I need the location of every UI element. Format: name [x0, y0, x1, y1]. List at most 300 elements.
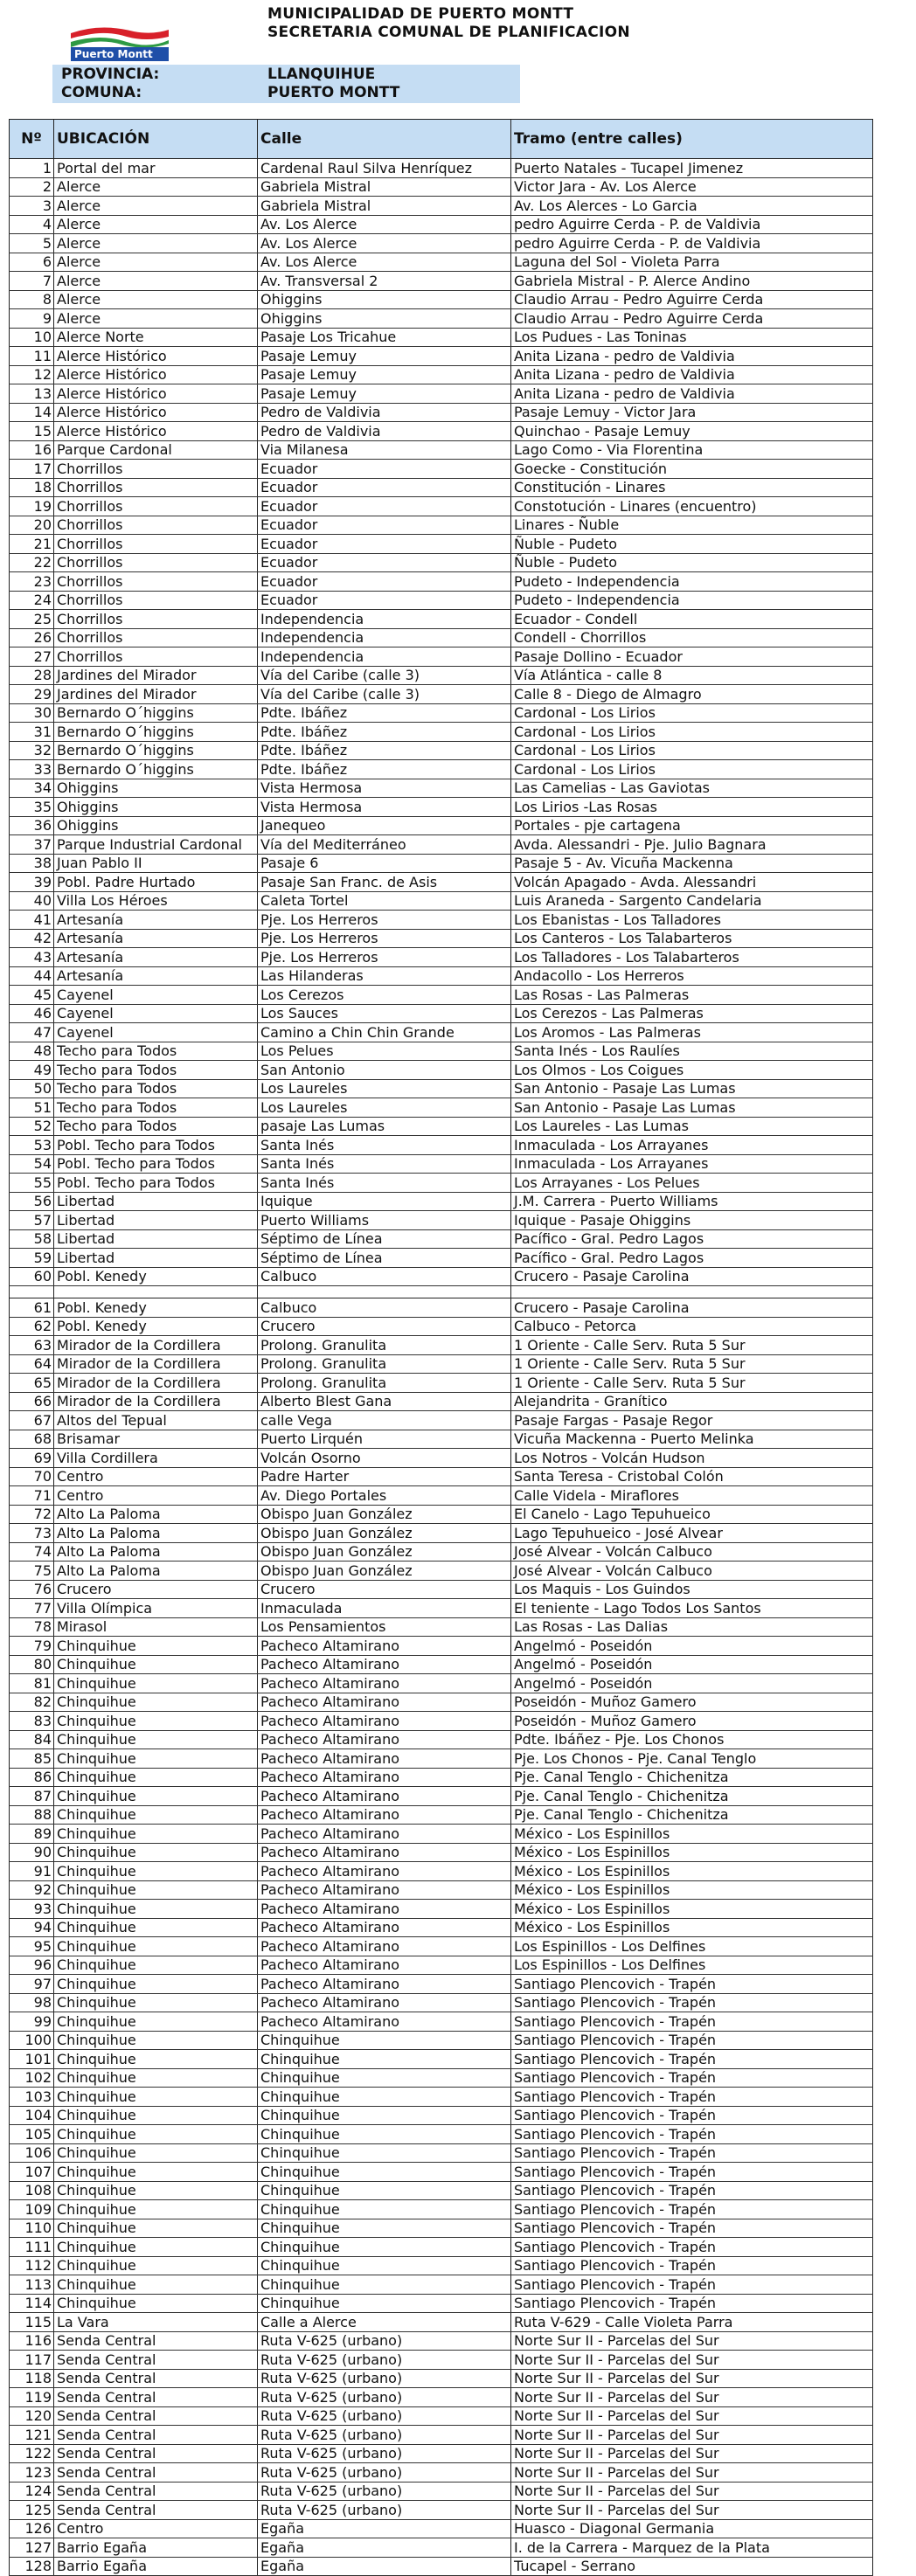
cell-ubicacion: Chorrillos [54, 591, 258, 610]
cell-ubicacion: Villa Olímpica [54, 1599, 258, 1618]
cell-calle: Vía del Mediterráneo [258, 835, 511, 855]
cell-calle: Gabriela Mistral [258, 177, 511, 197]
table-row [10, 1918, 873, 1937]
cell-ubicacion: Jardines del Mirador [54, 685, 258, 704]
cell-ubicacion: Senda Central [54, 2482, 258, 2501]
table-row [10, 741, 873, 760]
cell-ubicacion: Mirador de la Cordillera [54, 1336, 258, 1355]
cell-ubicacion: Pobl. Kenedy [54, 1267, 258, 1286]
table-row [10, 478, 873, 497]
cell-ubicacion: Alerce Histórico [54, 384, 258, 404]
table-row [10, 1617, 873, 1637]
cell-tramo: Norte Sur II - Parcelas del Sur [511, 2501, 873, 2520]
table-row [10, 986, 873, 1005]
cell-tramo: Santiago Plencovich - Trapén [511, 2106, 873, 2125]
cell-tramo: Inmaculada - Los Arrayanes [511, 1154, 873, 1174]
cell-ubicacion [54, 1286, 258, 1298]
cell-calle: Pacheco Altamirano [258, 1993, 511, 2012]
cell-tramo: Norte Sur II - Parcelas del Sur [511, 2482, 873, 2501]
cell-tramo: Los Aromos - Las Palmeras [511, 1023, 873, 1042]
cell-ubicacion: Chinquihue [54, 1693, 258, 1712]
table-row [10, 1061, 873, 1080]
cell-calle: Pje. Los Herreros [258, 929, 511, 948]
cell-calle: Séptimo de Línea [258, 1229, 511, 1249]
table-row [10, 1975, 873, 1994]
cell-tramo: Pudeto - Independencia [511, 572, 873, 592]
cell-tramo: Pudeto - Independencia [511, 591, 873, 610]
cell-number: 4 [10, 215, 54, 234]
cell-tramo: Tucapel - Serrano [511, 2557, 873, 2576]
cell-calle: Pacheco Altamirano [258, 1956, 511, 1975]
cell-tramo: Los Cerezos - Las Palmeras [511, 1004, 873, 1023]
cell-number: 79 [10, 1637, 54, 1656]
provincia-label: PROVINCIA: [61, 66, 160, 83]
cell-ubicacion: Crucero [54, 1580, 258, 1599]
cell-number: 58 [10, 1229, 54, 1249]
table-row [10, 2163, 873, 2182]
cell-tramo: 1 Oriente - Calle Serv. Ruta 5 Sur [511, 1374, 873, 1393]
cell-ubicacion: Villa Los Héroes [54, 891, 258, 911]
cell-number: 41 [10, 911, 54, 930]
cell-ubicacion: Parque Cardonal [54, 440, 258, 460]
cell-ubicacion: Chorrillos [54, 535, 258, 554]
cell-calle: Los Sauces [258, 1004, 511, 1023]
cell-number: 95 [10, 1937, 54, 1956]
cell-ubicacion: Techo para Todos [54, 1098, 258, 1118]
table-row [10, 1880, 873, 1900]
cell-calle: Crucero [258, 1580, 511, 1599]
cell-number: 114 [10, 2294, 54, 2313]
cell-tramo: Los Pudues - Las Toninas [511, 328, 873, 347]
cell-number: 51 [10, 1098, 54, 1118]
cell-calle: Av. Diego Portales [258, 1486, 511, 1506]
cell-number: 10 [10, 328, 54, 347]
location-info-box [52, 65, 520, 103]
cell-number: 22 [10, 553, 54, 572]
cell-calle: Vía del Caribe (calle 3) [258, 666, 511, 685]
cell-ubicacion: Senda Central [54, 2501, 258, 2520]
comuna-value: PUERTO MONTT [267, 84, 400, 101]
cell-ubicacion: Chinquihue [54, 1674, 258, 1693]
cell-number: 117 [10, 2351, 54, 2370]
cell-calle: Vista Hermosa [258, 798, 511, 817]
cell-tramo: Norte Sur II - Parcelas del Sur [511, 2331, 873, 2351]
table-row [10, 1467, 873, 1486]
cell-tramo: Puerto Natales - Tucapel Jimenez [511, 159, 873, 178]
table-row [10, 1430, 873, 1449]
cell-number: 61 [10, 1298, 54, 1318]
cell-tramo: Santiago Plencovich - Trapén [511, 2163, 873, 2182]
cell-number: 105 [10, 2125, 54, 2144]
document-header [267, 5, 630, 42]
cell-number: 25 [10, 610, 54, 629]
cell-ubicacion: La Vara [54, 2313, 258, 2332]
table-row [10, 290, 873, 309]
cell-calle: Ecuador [258, 553, 511, 572]
cell-tramo: Calle 8 - Diego de Almagro [511, 685, 873, 704]
table-row [10, 2219, 873, 2238]
cell-calle: pasaje Las Lumas [258, 1117, 511, 1136]
cell-calle: Prolong. Granulita [258, 1354, 511, 1374]
cell-ubicacion: Senda Central [54, 2444, 258, 2463]
cell-number: 9 [10, 309, 54, 329]
cell-tramo: Pje. Canal Tenglo - Chichenitza [511, 1768, 873, 1787]
cell-tramo: Anita Lizana - pedro de Valdivia [511, 347, 873, 366]
table-row [10, 1674, 873, 1693]
cell-number: 24 [10, 591, 54, 610]
cell-number: 86 [10, 1768, 54, 1787]
cell-ubicacion: Chinquihue [54, 2143, 258, 2163]
cell-calle: Ruta V-625 (urbano) [258, 2426, 511, 2445]
cell-calle: Santa Inés [258, 1154, 511, 1174]
cell-tramo: pedro Aguirre Cerda - P. de Valdivia [511, 234, 873, 253]
cell-calle: Pacheco Altamirano [258, 1787, 511, 1806]
cell-number: 36 [10, 816, 54, 835]
cell-number: 47 [10, 1023, 54, 1042]
cell-calle: Ruta V-625 (urbano) [258, 2331, 511, 2351]
table-row [10, 1599, 873, 1618]
cell-tramo: Angelmó - Poseidón [511, 1637, 873, 1656]
cell-tramo: Pje. Canal Tenglo - Chichenitza [511, 1787, 873, 1806]
cell-ubicacion: Alerce Histórico [54, 365, 258, 384]
cell-calle: Pasaje Lemuy [258, 384, 511, 404]
cell-ubicacion: Alto La Paloma [54, 1524, 258, 1543]
cell-ubicacion: Bernardo O´higgins [54, 760, 258, 779]
cell-number: 103 [10, 2088, 54, 2107]
table-row [10, 966, 873, 986]
cell-calle: Chinquihue [258, 2106, 511, 2125]
cell-tramo: Iquique - Pasaje Ohiggins [511, 1211, 873, 1230]
cell-tramo: Norte Sur II - Parcelas del Sur [511, 2406, 873, 2426]
cell-number: 64 [10, 1354, 54, 1374]
cell-tramo: El Canelo - Lago Tepuhueico [511, 1505, 873, 1524]
cell-number: 74 [10, 1542, 54, 1562]
table-row [10, 2050, 873, 2069]
cell-tramo: México - Los Espinillos [511, 1843, 873, 1862]
cell-calle: Iquique [258, 1192, 511, 1211]
table-row [10, 873, 873, 892]
table-row [10, 2501, 873, 2520]
cell-ubicacion: Chinquihue [54, 1805, 258, 1825]
table-row [10, 1354, 873, 1374]
cell-calle: Pacheco Altamirano [258, 1805, 511, 1825]
table-row [10, 2012, 873, 2032]
cell-calle: Pacheco Altamirano [258, 1768, 511, 1787]
cell-tramo: Santiago Plencovich - Trapén [511, 2088, 873, 2107]
cell-calle: Chinquihue [258, 2031, 511, 2050]
table-row [10, 1637, 873, 1656]
table-row [10, 1580, 873, 1599]
cell-number: 70 [10, 1467, 54, 1486]
cell-number: 65 [10, 1374, 54, 1393]
table-row [10, 1524, 873, 1543]
cell-ubicacion: Centro [54, 1467, 258, 1486]
cell-ubicacion: Alerce [54, 272, 258, 291]
provincia-value: LLANQUIHUE [267, 66, 376, 83]
cell-ubicacion: Villa Cordillera [54, 1449, 258, 1468]
cell-number: 16 [10, 440, 54, 460]
cell-calle: Pasaje Los Tricahue [258, 328, 511, 347]
cell-tramo: Calbuco - Petorca [511, 1317, 873, 1336]
cell-number: 116 [10, 2331, 54, 2351]
cell-tramo: Goecke - Constitución [511, 460, 873, 479]
cell-ubicacion: Altos del Tepual [54, 1411, 258, 1430]
table-row [10, 2538, 873, 2558]
cell-number: 98 [10, 1993, 54, 2012]
cell-ubicacion: Chorrillos [54, 478, 258, 497]
cell-ubicacion: Centro [54, 2519, 258, 2538]
cell-calle: Ruta V-625 (urbano) [258, 2463, 511, 2483]
cell-number: 87 [10, 1787, 54, 1806]
cell-ubicacion: Libertad [54, 1192, 258, 1211]
cell-ubicacion: Parque Industrial Cardonal [54, 835, 258, 855]
cell-tramo: Constitución - Linares [511, 478, 873, 497]
cell-number: 39 [10, 873, 54, 892]
cell-ubicacion: Senda Central [54, 2406, 258, 2426]
cell-calle: Pacheco Altamirano [258, 1730, 511, 1749]
table-row [10, 403, 873, 422]
cell-tramo: Andacollo - Los Herreros [511, 966, 873, 986]
cell-tramo: Cardonal - Los Lirios [511, 723, 873, 742]
cell-calle: Pasaje San Franc. de Asis [258, 873, 511, 892]
cell-tramo: Las Rosas - Las Palmeras [511, 986, 873, 1005]
table-row [10, 1862, 873, 1881]
cell-calle: Alberto Blest Gana [258, 1392, 511, 1411]
table-row [10, 1004, 873, 1023]
cell-tramo: Huasco - Diagonal Germania [511, 2519, 873, 2538]
cell-calle: Ruta V-625 (urbano) [258, 2501, 511, 2520]
cell-tramo: Norte Sur II - Parcelas del Sur [511, 2463, 873, 2483]
cell-tramo: Santiago Plencovich - Trapén [511, 2125, 873, 2144]
cell-calle: Los Laureles [258, 1079, 511, 1098]
cell-number: 104 [10, 2106, 54, 2125]
cell-ubicacion: Bernardo O´higgins [54, 703, 258, 723]
cell-ubicacion: Chinquihue [54, 2106, 258, 2125]
cell-calle: Ecuador [258, 497, 511, 516]
table-row [10, 272, 873, 291]
cell-ubicacion: Chinquihue [54, 1825, 258, 1844]
cell-calle: Caleta Tortel [258, 891, 511, 911]
cell-tramo: Santiago Plencovich - Trapén [511, 2275, 873, 2295]
cell-tramo: Pacífico - Gral. Pedro Lagos [511, 1249, 873, 1268]
table-row [10, 2426, 873, 2445]
cell-ubicacion: Barrio Egaña [54, 2538, 258, 2558]
cell-number: 55 [10, 1174, 54, 1193]
cell-tramo: Santiago Plencovich - Trapén [511, 2294, 873, 2313]
municipality-logo [66, 24, 184, 65]
table-row [10, 460, 873, 479]
table-row [10, 2181, 873, 2200]
table-row [10, 1298, 873, 1318]
cell-ubicacion: Bernardo O´higgins [54, 741, 258, 760]
cell-number: 34 [10, 779, 54, 798]
table-row [10, 1712, 873, 1731]
cell-tramo: Poseidón - Muñoz Gamero [511, 1693, 873, 1712]
cell-ubicacion: Chinquihue [54, 2200, 258, 2219]
cell-calle: Santa Inés [258, 1136, 511, 1155]
cell-ubicacion: Chinquihue [54, 2031, 258, 2050]
cell-calle: Pacheco Altamirano [258, 1712, 511, 1731]
table-row [10, 1249, 873, 1268]
cell-ubicacion: Techo para Todos [54, 1117, 258, 1136]
cell-ubicacion: Alerce [54, 309, 258, 329]
cell-tramo: Santiago Plencovich - Trapén [511, 2200, 873, 2219]
cell-ubicacion: Artesanía [54, 948, 258, 967]
cell-number: 111 [10, 2238, 54, 2257]
table-row [10, 929, 873, 948]
table-row [10, 1023, 873, 1042]
cell-tramo: Pasaje 5 - Av. Vicuña Mackenna [511, 854, 873, 873]
cell-number: 49 [10, 1061, 54, 1080]
table-row [10, 1411, 873, 1430]
table-row [10, 309, 873, 329]
cell-calle: Ruta V-625 (urbano) [258, 2444, 511, 2463]
cell-ubicacion: Chinquihue [54, 2088, 258, 2107]
table-row [10, 1449, 873, 1468]
cell-tramo: México - Los Espinillos [511, 1862, 873, 1881]
table-row [10, 1192, 873, 1211]
cell-calle: Pacheco Altamirano [258, 1693, 511, 1712]
table-row [10, 2313, 873, 2332]
cell-calle: Vía del Caribe (calle 3) [258, 685, 511, 704]
cell-tramo: Pacífico - Gral. Pedro Lagos [511, 1229, 873, 1249]
cell-tramo: Calle Videla - Miraflores [511, 1486, 873, 1506]
cell-number: 77 [10, 1599, 54, 1618]
cell-number: 2 [10, 177, 54, 197]
table-row [10, 2369, 873, 2388]
cell-ubicacion: Alerce [54, 234, 258, 253]
cell-calle: Independencia [258, 610, 511, 629]
table-row [10, 2088, 873, 2107]
cell-number: 106 [10, 2143, 54, 2163]
cell-ubicacion: Alerce [54, 253, 258, 272]
cell-number: 73 [10, 1524, 54, 1543]
cell-number: 72 [10, 1505, 54, 1524]
cell-calle: Ruta V-625 (urbano) [258, 2351, 511, 2370]
cell-calle: Pdte. Ibáñez [258, 703, 511, 723]
table-row [10, 1505, 873, 1524]
cell-calle: Ecuador [258, 591, 511, 610]
cell-tramo: Lago Tepuhueico - José Alvear [511, 1524, 873, 1543]
cell-ubicacion: Ohiggins [54, 779, 258, 798]
cell-number: 113 [10, 2275, 54, 2295]
cell-number: 42 [10, 929, 54, 948]
table-row [10, 1229, 873, 1249]
cell-tramo [511, 1286, 873, 1298]
cell-number: 15 [10, 422, 54, 441]
table-row [10, 610, 873, 629]
table-row [10, 234, 873, 253]
cell-calle: Pacheco Altamirano [258, 1843, 511, 1862]
cell-number: 96 [10, 1956, 54, 1975]
table-row [10, 347, 873, 366]
cell-calle: Pacheco Altamirano [258, 1880, 511, 1900]
cell-tramo: José Alvear - Volcán Calbuco [511, 1562, 873, 1581]
cell-ubicacion: Chinquihue [54, 2012, 258, 2032]
cell-tramo: San Antonio - Pasaje Las Lumas [511, 1079, 873, 1098]
cell-calle: Pacheco Altamirano [258, 1655, 511, 1674]
cell-tramo: Lago Como - Via Florentina [511, 440, 873, 460]
cell-number: 23 [10, 572, 54, 592]
cell-calle: Chinquihue [258, 2143, 511, 2163]
cell-ubicacion: Chinquihue [54, 1880, 258, 1900]
cell-ubicacion: Brisamar [54, 1430, 258, 1449]
table-row [10, 2294, 873, 2313]
cell-number: 85 [10, 1749, 54, 1769]
cell-number: 8 [10, 290, 54, 309]
comuna-label: COMUNA: [61, 84, 142, 101]
cell-number: 83 [10, 1712, 54, 1731]
cell-number: 46 [10, 1004, 54, 1023]
cell-calle: Calbuco [258, 1298, 511, 1318]
table-row [10, 1336, 873, 1355]
table-row [10, 328, 873, 347]
cell-calle: Chinquihue [258, 2256, 511, 2275]
cell-ubicacion: Bernardo O´higgins [54, 723, 258, 742]
cell-tramo: Santiago Plencovich - Trapén [511, 1993, 873, 2012]
cell-ubicacion: Alerce [54, 177, 258, 197]
cell-ubicacion: Senda Central [54, 2388, 258, 2407]
cell-ubicacion: Chinquihue [54, 2219, 258, 2238]
cell-tramo: Linares - Ñuble [511, 516, 873, 535]
cell-ubicacion: Chorrillos [54, 572, 258, 592]
table-row [10, 2238, 873, 2257]
cell-number: 120 [10, 2406, 54, 2426]
cell-calle: Puerto Williams [258, 1211, 511, 1230]
cell-number: 102 [10, 2068, 54, 2088]
cell-calle: Independencia [258, 647, 511, 667]
cell-tramo: Avda. Alessandri - Pje. Julio Bagnara [511, 835, 873, 855]
cell-calle: Pedro de Valdivia [258, 422, 511, 441]
cell-tramo: Los Arrayanes - Los Pelues [511, 1174, 873, 1193]
cell-tramo: Ñuble - Pudeto [511, 553, 873, 572]
cell-number: 66 [10, 1392, 54, 1411]
cell-tramo: Pdte. Ibáñez - Pje. Los Chonos [511, 1730, 873, 1749]
cell-tramo: Volcán Apagado - Avda. Alessandri [511, 873, 873, 892]
table-row [10, 1825, 873, 1844]
col-header-number: Nº [10, 120, 54, 159]
cell-number: 1 [10, 159, 54, 178]
cell-tramo: Santiago Plencovich - Trapén [511, 2068, 873, 2088]
cell-tramo: Ecuador - Condell [511, 610, 873, 629]
cell-tramo: 1 Oriente - Calle Serv. Ruta 5 Sur [511, 1336, 873, 1355]
cell-tramo: Los Canteros - Los Talabarteros [511, 929, 873, 948]
cell-ubicacion: Libertad [54, 1229, 258, 1249]
table-row [10, 1286, 873, 1298]
logo-text: Puerto Montt [74, 48, 153, 60]
table-row [10, 1730, 873, 1749]
department-name: SECRETARIA COMUNAL DE PLANIFICACION [267, 24, 630, 41]
cell-number: 62 [10, 1317, 54, 1336]
table-row [10, 497, 873, 516]
table-row [10, 2200, 873, 2219]
cell-tramo: El teniente - Lago Todos Los Santos [511, 1599, 873, 1618]
cell-calle: Chinquihue [258, 2181, 511, 2200]
cell-calle: Ohiggins [258, 290, 511, 309]
cell-ubicacion: Chinquihue [54, 2163, 258, 2182]
table-row [10, 2482, 873, 2501]
cell-number: 56 [10, 1192, 54, 1211]
cell-calle: Pacheco Altamirano [258, 1937, 511, 1956]
table-row [10, 1079, 873, 1098]
cell-ubicacion: Juan Pablo II [54, 854, 258, 873]
cell-tramo: Pasaje Lemuy - Victor Jara [511, 403, 873, 422]
cell-calle: Janequeo [258, 816, 511, 835]
table-row [10, 2388, 873, 2407]
cell-number: 17 [10, 460, 54, 479]
cell-calle: Pacheco Altamirano [258, 1862, 511, 1881]
table-row [10, 1211, 873, 1230]
